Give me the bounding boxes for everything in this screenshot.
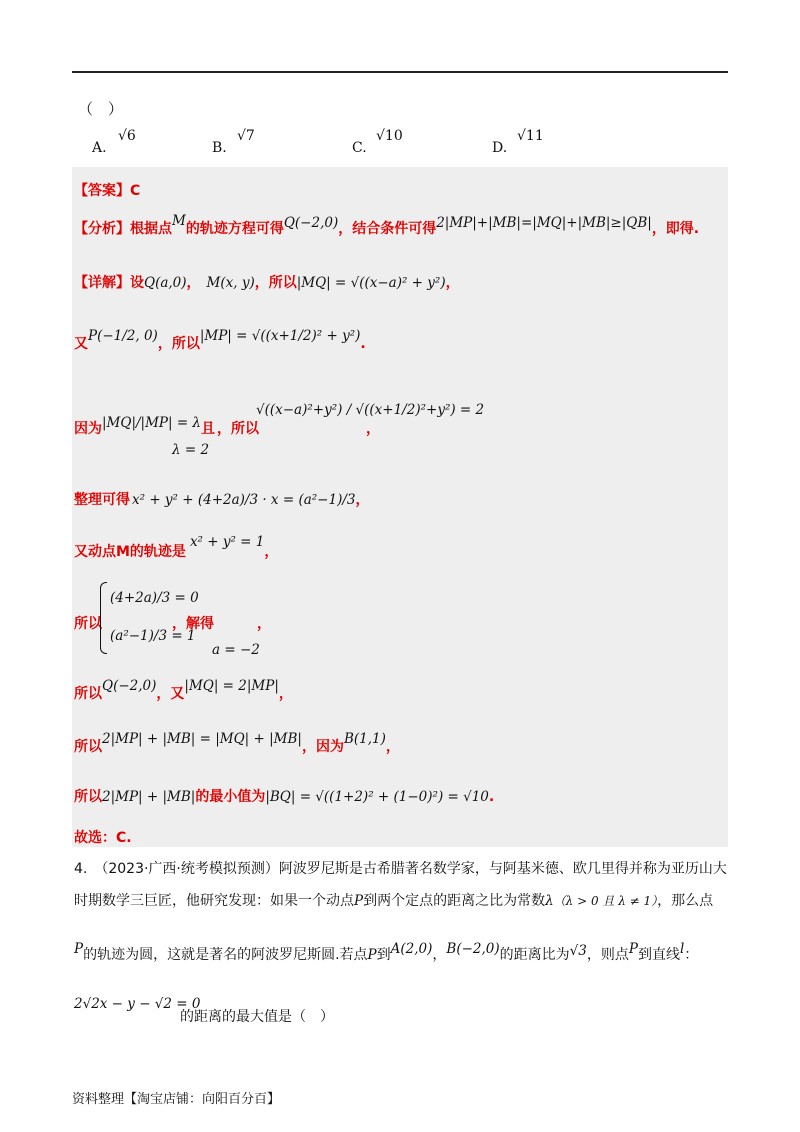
q2-line xyxy=(74,678,293,703)
q4-line-3 xyxy=(74,941,699,964)
detail-sep: ， xyxy=(186,275,201,291)
b-equation: 2|MP| + |MB| = |MQ| + |MB| xyxy=(102,731,302,747)
locus-equation: x² + y² = 1 xyxy=(189,534,265,550)
p-text-1: 又 xyxy=(74,336,88,352)
q4-line2-condition: （λ > 0 且 λ ≠ 1） xyxy=(553,894,658,908)
system-text-1: 所以 xyxy=(74,616,102,632)
q2-text-3: ， xyxy=(278,686,293,702)
system-text-2: ，解得 xyxy=(172,616,214,632)
ratio-text-1: 因为 xyxy=(74,421,102,437)
p-mp: |MP| = √((x+1/2)² + y²) xyxy=(199,328,361,344)
q4-line3-p3: P xyxy=(628,941,638,957)
ratio-text-4: ， xyxy=(366,421,380,437)
detail-mq: |MQ| = √((x−a)² + y²) xyxy=(296,275,446,291)
q2-text-1: 所以 xyxy=(74,686,102,702)
q4-line2-text-1: 时期数学三巨匠，他研究发现：如果一个动点 xyxy=(74,893,354,909)
analysis-text-2: 的轨迹方程可得 xyxy=(185,221,284,237)
system-solution: a = −2 xyxy=(212,642,260,658)
analysis-line xyxy=(74,213,700,238)
q2-equation: |MQ| = 2|MP| xyxy=(184,678,279,694)
q4-line-4-equation: 2√2x − y − √2 = 0 xyxy=(74,996,201,1012)
q4-line3-point-a: A(2,0) xyxy=(390,941,433,957)
ratio-text-3: ，所以 xyxy=(217,421,259,437)
analysis-q: Q(−2,0) xyxy=(283,215,339,231)
min-expression: 2|MP| + |MB| xyxy=(102,789,196,805)
q4-line3-text-2: 到 xyxy=(376,947,391,963)
system-text-3: ， xyxy=(257,616,271,632)
simplify-equation: x² + y² + (4+2a)/3 · x = (a²−1)/3 xyxy=(132,492,356,508)
simplify-text-2: ， xyxy=(355,492,370,508)
ratio-lambda: λ = 2 xyxy=(172,442,210,458)
b-line xyxy=(74,731,400,756)
detail-text-3: ， xyxy=(445,275,460,291)
min-equation: |BQ| = √((1+2)² + (1−0)²) = √10 xyxy=(265,789,489,805)
q4-line2-p: P xyxy=(354,893,364,909)
system-brace xyxy=(100,582,107,654)
analysis-text-4: ，即得. xyxy=(651,221,700,237)
option-b-value: √7 xyxy=(237,128,255,144)
detail-m: M(x, y) xyxy=(206,275,255,291)
min-text-1: 所以 xyxy=(74,789,102,805)
detail-line xyxy=(74,272,460,292)
option-c-label: C. xyxy=(352,140,367,156)
b-point: B(1,1) xyxy=(343,731,386,747)
ratio-text-2: 且 xyxy=(201,421,215,437)
answer-line: 【答案】C xyxy=(74,183,141,199)
detail-text-1: 【详解】设 xyxy=(74,275,144,291)
option-a-value: √6 xyxy=(118,128,136,144)
p-text-3: . xyxy=(360,336,366,352)
analysis-text-1: 【分析】根据点 xyxy=(74,221,172,237)
q4-line-2 xyxy=(74,890,713,910)
locus-text-2: ， xyxy=(264,544,279,560)
q4-line3-text-6: 到直线 xyxy=(637,947,680,963)
q4-line3-text-4: 的距离比为 xyxy=(499,947,570,963)
option-b-label: B. xyxy=(212,140,227,156)
q4-line2-lambda: λ xyxy=(545,893,554,909)
ratio-equation: √((x−a)²+y²) / √((x+1/2)²+y²) = 2 xyxy=(256,402,485,418)
q4-line2-text-3: ，那么点 xyxy=(657,893,714,909)
option-d-label: D. xyxy=(492,140,508,156)
q4-line3-text-7: ： xyxy=(684,947,699,963)
analysis-text-3: ，结合条件可得 xyxy=(338,221,437,237)
q4-line3-p2: P xyxy=(367,947,377,963)
option-d-value: √11 xyxy=(517,128,544,144)
analysis-m: M xyxy=(172,213,186,229)
min-text-3: . xyxy=(488,789,495,805)
q4-line-4-text: 的距离的最大值是（ ） xyxy=(180,1009,334,1025)
system-eq-1: (4+2a)/3 = 0 xyxy=(110,590,199,606)
p-line xyxy=(74,328,366,353)
q4-line3-ratio: √3 xyxy=(569,943,587,959)
system-eq-2: (a²−1)/3 = 1 xyxy=(110,628,196,644)
q4-line3-text-1: 的轨迹为圆，这就是著名的阿波罗尼斯圆.若点 xyxy=(83,947,368,963)
simplify-line xyxy=(74,489,369,509)
detail-q: Q(a,0) xyxy=(144,275,187,291)
q4-line3-p: P xyxy=(74,941,84,957)
b-text-1: 所以 xyxy=(74,739,102,755)
analysis-inequality: 2|MP|+|MB|=|MQ|+|MB|≥|QB| xyxy=(436,215,652,231)
locus-text-1: 又动点M的轨迹是 xyxy=(74,544,186,560)
q4-line3-point-b: B(−2,0) xyxy=(446,941,500,957)
q4-line2-text-2: 到两个定点的距离之比为常数 xyxy=(363,893,546,909)
simplify-text-1: 整理可得 xyxy=(74,492,130,508)
b-text-3: ， xyxy=(385,739,400,755)
min-text-2: 的最小值为 xyxy=(195,789,266,805)
header-rule xyxy=(72,71,728,73)
p-point: P(−1/2, 0) xyxy=(88,328,158,344)
q2-point: Q(−2,0) xyxy=(102,678,157,694)
choice-line: 故选：C. xyxy=(74,830,132,846)
option-c-value: √10 xyxy=(376,128,403,144)
ratio-line xyxy=(74,415,215,438)
b-text-2: ，因为 xyxy=(301,739,344,755)
option-a-label: A. xyxy=(92,140,107,156)
ratio-expr: |MQ|/|MP| = λ xyxy=(102,415,201,431)
q4-line3-text-3: ， xyxy=(432,947,447,963)
locus-line xyxy=(74,534,279,561)
q2-text-2: ，又 xyxy=(156,686,185,702)
footer-credit: 资料整理【淘宝店铺：向阳百分百】 xyxy=(72,1092,281,1107)
q4-line-1: 4. （2023·广西·统考模拟预测）阿波罗尼斯是古希腊著名数学家，与阿基米德、欧几里得并称为亚历山大 xyxy=(74,861,727,877)
detail-text-2: ，所以 xyxy=(254,275,297,291)
p-text-2: ，所以 xyxy=(157,336,200,352)
question-paren: （ ） xyxy=(78,100,124,118)
q4-line3-l: l xyxy=(679,941,685,957)
q4-line3-text-5: ，则点 xyxy=(586,947,629,963)
min-line xyxy=(74,786,494,806)
